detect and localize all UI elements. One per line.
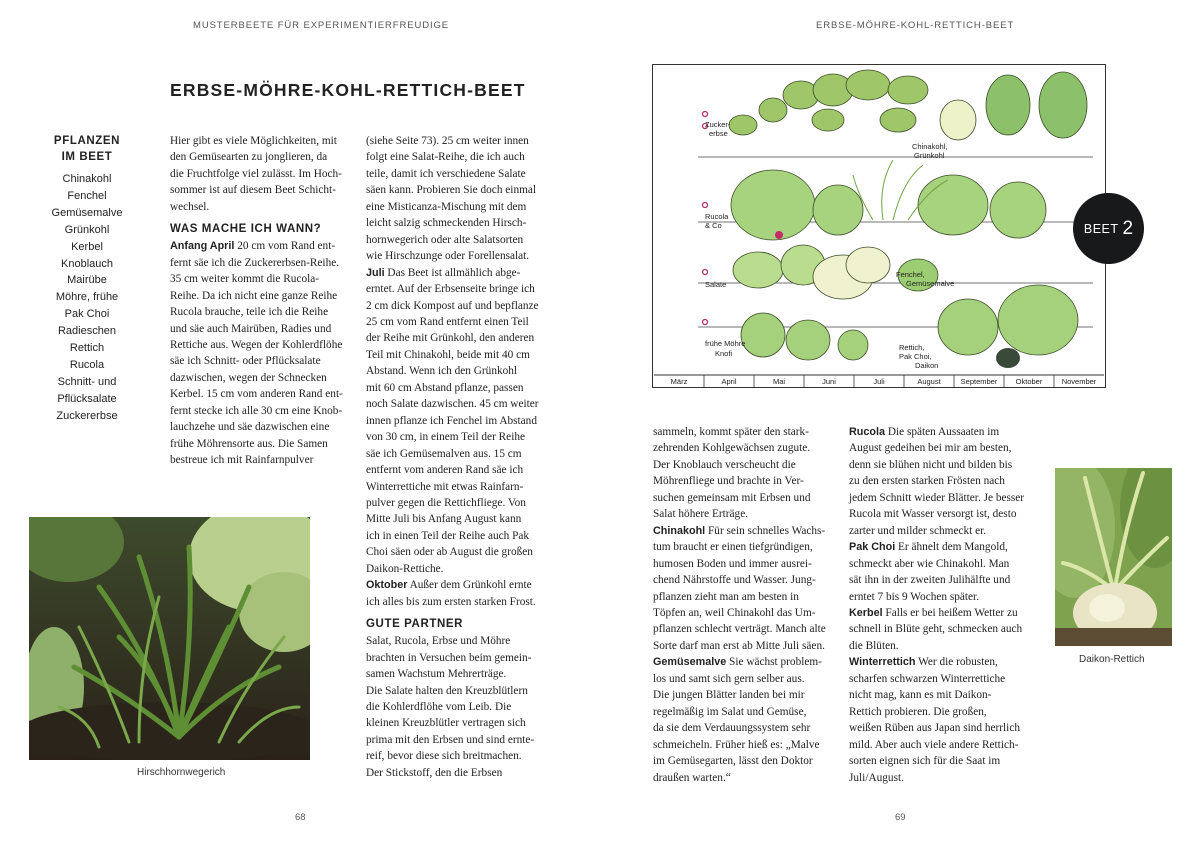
text-line: Der Stickstoff, den die Erbsen (366, 766, 503, 779)
paragraph-chinakohl (653, 539, 841, 654)
text-line: kleinen Kreuzblütler vertragen sich (366, 717, 526, 730)
text-line: die Kohlerdflöhe vom Leib. Die (366, 700, 512, 713)
plant-item: Pak Choi (64, 308, 110, 321)
text-line: der Reihe mit Grünkohl, den anderen (366, 332, 535, 345)
text-line: von 30 cm, in einem Teil der Reihe (366, 431, 526, 444)
planting-diagram-drawing (653, 65, 1105, 387)
text-line: denn sie blühen nicht und bilden bis (849, 458, 1013, 471)
text-line: zehrenden Kohlgewächsen zugute. (653, 442, 811, 455)
keyword-gemuesemalve: Gemüsemalve (653, 656, 727, 669)
diagram-label-rucola: Rucola & Co (705, 212, 729, 230)
keyword-winterrettich: Winterrettich (849, 656, 916, 669)
keyword-oktober: Oktober (366, 579, 408, 592)
text-line: säen kann. Probieren Sie doch einmal (366, 184, 537, 197)
text-line: Möhrenfliege und brachte in Ver- (653, 475, 804, 488)
plants-heading-line: PFLANZEN (53, 135, 121, 147)
paragraph-knoblauch (653, 424, 841, 523)
photo-caption-right: Daikon-Rettich (1079, 654, 1145, 665)
intro-paragraph (170, 133, 350, 215)
text-line: chend Nährstoffe und Wasser. Jung- (653, 574, 816, 587)
text-line: Falls er bei heißem Wetter zu (882, 606, 1018, 619)
plant-item: Zuckererbse (56, 409, 118, 422)
text-line: säe ich Gemüsemalven aus. 15 cm (366, 447, 522, 460)
section-heading-when: WAS MACHE ICH WANN? (170, 223, 322, 236)
text-line: Reihe. Da ich nicht eine ganze Reihe (170, 289, 338, 302)
page-number-left: 68 (295, 812, 306, 823)
text-line: sät ihn in der zweiten Julihälfte und (849, 574, 1011, 587)
diagram-label-zuckererbse: Zucker-erbse (705, 120, 731, 138)
hirschhornwegerich-photo (29, 517, 310, 760)
text-line: Sorte darf man erst ab Mitte Juli säen. (653, 639, 825, 652)
text-line: Für sein schnelles Wachs- (705, 524, 826, 537)
text-line: schmeicheln. Früher hieß es: „Malve (653, 738, 820, 751)
text-line: scharfen schwarzen Winterrettiche (849, 672, 1006, 685)
badge-word: BEET (1083, 221, 1119, 236)
text-line: Juli/August. (849, 771, 904, 784)
text-line: 25 cm vom Rand entfernt einen Teil (366, 315, 529, 328)
text-line: mild. Aber auch viele andere Rettich- (849, 738, 1019, 751)
planting-diagram (652, 64, 1106, 388)
plant-item: Fenchel (67, 189, 107, 202)
text-line: 20 cm vom Rand ent- (234, 240, 336, 253)
running-head-left: MUSTERBEETE FÜR EXPERIMENTIERFREUDIGE (193, 20, 450, 31)
text-line: suchen gemeinsam mit Erbsen und (653, 491, 811, 504)
plant-item: Chinakohl (62, 173, 112, 185)
text-line: Er ähnelt dem Mangold, (895, 541, 1008, 554)
paragraph-kerbel (849, 621, 1039, 654)
month-label: Mai (772, 377, 786, 386)
text-line: brachten in Versuchen beim gemein- (366, 651, 532, 664)
text-line: ich in einen Teil der Reihe auch Pak (366, 529, 530, 542)
text-line: August gedeihen bei mir am besten, (849, 442, 1012, 455)
text-line: Die Salate halten den Kreuzblütlern (366, 684, 528, 697)
month-label: April (721, 377, 737, 386)
text-line: erntet 7 bis 9 Wochen später. (849, 590, 980, 603)
text-line: Wer die robusten, (915, 656, 998, 669)
text-line: fernt säe ich die Zuckererbsen-Reihe. (170, 256, 340, 269)
text-line: Daikon-Rettiche. (366, 562, 444, 575)
paragraph-salat (366, 133, 552, 265)
month-label: Juli (873, 377, 885, 386)
beet-badge (1073, 193, 1144, 264)
plant-item: Gemüsemalve (51, 206, 123, 219)
text-line: die Blüten. (849, 639, 899, 652)
paragraph-pak-choi (849, 556, 1039, 605)
text-line: den Gemüsearten zu jonglieren, da (170, 151, 328, 164)
month-label: Oktober (1015, 377, 1043, 386)
text-line: Choi säen oder ab August die großen (366, 546, 533, 559)
text-line: säe ich Schnitt- oder Pflücksalate (170, 355, 321, 368)
paragraph-partner (366, 633, 552, 781)
keyword-kerbel: Kerbel (849, 606, 883, 619)
text-line: Rettich probieren. Die großen, (849, 705, 987, 718)
text-column-2 (366, 133, 552, 781)
keyword-chinakohl: Chinakohl (653, 524, 706, 537)
text-line: innen pflanze ich Fenchel im Abstand (366, 414, 537, 427)
text-line: entfernt vom anderen Rand säe ich (366, 464, 524, 477)
keyword-juli: Juli (366, 266, 385, 279)
text-line: Winterrettiche mit etwas Rainfarn- (366, 480, 524, 493)
diagram-label-moehre: frühe Möhre Knofi (705, 339, 746, 358)
text-line: und säe auch Mairüben, Radies und (170, 322, 332, 335)
paragraph-april (170, 238, 350, 468)
text-line: teile, damit ich verschiedene Salate (366, 167, 526, 180)
text-line: im Gemüsegarten, lässt den Doktor (653, 755, 813, 768)
text-line: Der Knoblauch verscheucht die (653, 458, 796, 471)
text-line: Abstand. Wenn ich den Grünkohl (366, 365, 518, 378)
text-line: jedem Schnitt wieder Blätter. Je besser (849, 491, 1025, 504)
text-line: Rettiche aus. Wegen der Kohlerdflöhe (170, 338, 343, 351)
text-line: pflanzen zieht man am besten in (653, 590, 799, 603)
page-number-right: 69 (895, 812, 906, 823)
text-line: Salat höhere Erträge. (653, 508, 749, 521)
page-title: ERBSE-MÖHRE-KOHL-RETTICH-BEET (170, 80, 526, 100)
daikon-photo (1055, 468, 1172, 646)
text-line: Töpfen an, weil Chinakohl das Um- (653, 606, 816, 619)
text-line: Rucola brauche, teile ich die Reihe (170, 306, 329, 319)
text-line: wie Hirschzunge oder Forellensalat. (366, 250, 530, 263)
month-label: Juni (822, 377, 836, 386)
plant-list (48, 171, 126, 425)
text-line: bestreue ich mit Rainfarnpulver (170, 454, 314, 467)
paragraph-juli (366, 281, 552, 577)
diagram-label-salate: Salate (705, 280, 727, 289)
text-line: los und samt sich gern selber aus. (653, 672, 805, 685)
diagram-label-fenchel: Fenchel, Gemüsemalve (896, 270, 955, 288)
keyword-april: Anfang April (170, 240, 235, 253)
text-line: sammeln, kommt später den stark- (653, 426, 809, 438)
paragraph-winterrettich (849, 671, 1039, 786)
text-line: tum braucht er einen tiefgründigen, (653, 541, 813, 554)
text-line: folgt eine Salat-Reihe, die ich auch (366, 151, 525, 164)
month-label: November (1061, 377, 1097, 386)
plants-heading (48, 133, 126, 165)
text-line: zu den ersten starken Frösten nach (849, 475, 1005, 488)
section-heading-partner: GUTE PARTNER (366, 618, 464, 631)
text-line: lauchzehe und säe dazwischen eine (170, 421, 330, 434)
month-label: März (670, 377, 688, 386)
diagram-label-rettich: Rettich, Pak Choi, Daikon (899, 343, 939, 370)
plant-item: Radieschen (57, 325, 117, 338)
text-line: 35 cm weiter kommt die Rucola- (170, 273, 320, 286)
text-line: zarter und milder schmeckt er. (849, 524, 987, 537)
plants-heading-line: IM BEET (61, 151, 113, 163)
text-line: sommer ist auf diesem Beet Schicht- (170, 184, 336, 197)
photo-caption-left: Hirschhornwegerich (137, 767, 226, 778)
plant-item: Rucola (69, 358, 105, 371)
paragraph-rucola (849, 440, 1039, 539)
text-line: die Fruchtfolge viel zulässt. Im Hoch- (170, 167, 342, 180)
text-line: weißen Rüben aus Japan sind herrlich (849, 722, 1020, 735)
text-line: mit 60 cm Abstand pflanze, passen (366, 381, 524, 394)
plants-sidebar (48, 133, 126, 425)
text-line: schmeckt aber wie Chinakohl. Man (849, 557, 1010, 570)
text-line: humosen Boden und immer ausrei- (653, 557, 812, 570)
text-line: ich alles bis zum ersten starken Frost. (366, 595, 536, 608)
month-label: September (960, 377, 998, 386)
text-line: regelmäßig im Salat und Gemüse, (653, 705, 807, 718)
text-line: (siehe Seite 73). 25 cm weiter innen (366, 135, 529, 147)
keyword-rucola: Rucola (849, 426, 885, 438)
plant-item: Schnitt- und (57, 375, 117, 388)
text-line: pulver gegen die Rettichfliege. Von (366, 496, 526, 509)
plant-item: Knoblauch (61, 257, 113, 270)
text-line: leicht salzig schmeckenden Hirsch- (366, 217, 527, 230)
plant-item: Kerbel (71, 240, 103, 253)
text-line: Die jungen Blätter landen bei mir (653, 689, 805, 702)
text-line: schnell in Blüte geht, schmecken auch (849, 623, 1023, 636)
text-line: frühe Möhrensorte aus. Die Samen (170, 437, 328, 450)
text-line: Kerbel. 15 cm vom anderen Rand ent- (170, 388, 343, 401)
text-line: Rucola mit Wasser versorgt ist, desto (849, 508, 1017, 521)
running-head-right: ERBSE-MÖHRE-KOHL-RETTICH-BEET (816, 20, 1015, 31)
text-line: nicht mag, kann es mit Daikon- (849, 689, 992, 702)
text-line: Das Beet ist allmählich abge- (384, 266, 521, 279)
plant-item: Mairübe (67, 274, 107, 287)
month-label: August (917, 377, 941, 386)
text-line: Salat, Rucola, Erbse und Möhre (366, 635, 511, 648)
text-line: Die späten Aussaaten im (885, 426, 1000, 438)
text-line: Sie wächst problem- (726, 656, 822, 669)
plant-item: Möhre, frühe (55, 291, 119, 304)
text-line: pflanzen schlecht verträgt. Manch alte (653, 623, 826, 636)
text-line: Hier gibt es viele Möglichkeiten, mit (170, 135, 337, 147)
paragraph-gemuesemalve (653, 671, 841, 786)
plant-item: Rettich (69, 342, 105, 355)
text-line: Mitte Juli bis Anfang August kann (366, 513, 522, 526)
text-line: da sie dem Verdauungssystem sehr (653, 722, 811, 735)
text-line: samen Wachstum Mehrerträge. (366, 668, 507, 681)
text-column-1 (170, 133, 350, 469)
plant-item: Pflücksalate (57, 392, 117, 405)
text-line: Außer dem Grünkohl ernte (407, 579, 532, 592)
text-line: sorten eignen sich für die Saat im (849, 755, 1001, 768)
text-line: erntet. Auf der Erbsenseite bringe ich (366, 283, 535, 296)
text-line: hornwegerich oder alte Salatsorten (366, 233, 524, 246)
text-line: wechsel. (170, 200, 210, 213)
text-line: noch Salate dazwischen. 45 cm weiter (366, 398, 539, 411)
text-line: draußen warten.“ (653, 771, 731, 784)
text-column-4 (849, 424, 1039, 786)
text-line: fernt stecke ich alle 30 cm eine Knob- (170, 404, 343, 417)
text-line: reif, bevor diese sich breitmachen. (366, 750, 522, 763)
keyword-pak-choi: Pak Choi (849, 541, 896, 554)
diagram-label-chinakohl: Chinakohl, Grünkohl (912, 142, 948, 160)
plant-item: Grünkohl (64, 223, 110, 236)
text-column-3 (653, 424, 841, 786)
month-timeline (654, 375, 1104, 387)
text-line: Teil mit Chinakohl, beide mit 40 cm (366, 348, 530, 361)
text-line: dazwischen, wegen der Schnecken (170, 371, 327, 384)
badge-number: 2 (1122, 217, 1134, 239)
text-line: 2 cm dick Kompost auf und bepflanze (366, 299, 539, 312)
text-line: eine Misticanza-Mischung mit dem (366, 200, 527, 213)
text-line: prima mit den Erbsen und sind ernte- (366, 733, 535, 746)
